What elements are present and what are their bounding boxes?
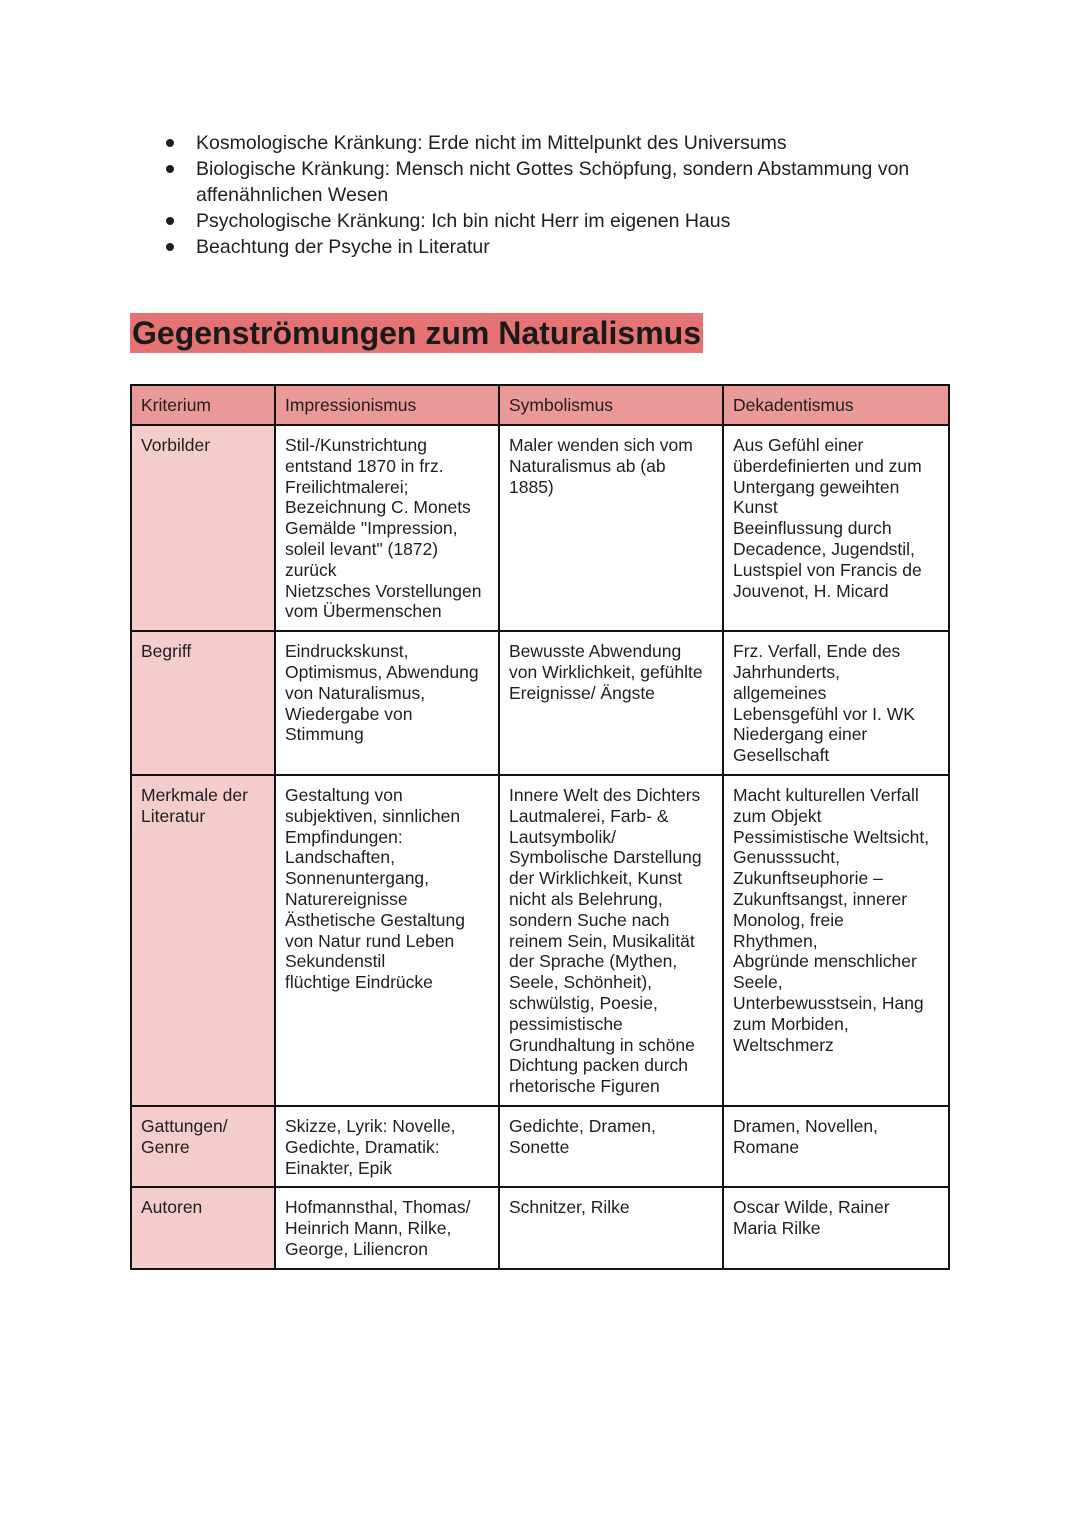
table-cell bbox=[499, 1187, 723, 1268]
table-cell bbox=[275, 1187, 499, 1268]
table-cell bbox=[723, 425, 949, 631]
row-label bbox=[131, 1187, 275, 1268]
bullet-item bbox=[160, 208, 960, 234]
cell-text: Eindruckskunst, Optimismus, Abwendung von Naturalismus, Wiedergabe von Stimmung bbox=[285, 641, 479, 745]
row-label-text: Vorbilder bbox=[141, 435, 211, 455]
section-heading-wrap bbox=[130, 313, 703, 353]
table-cell bbox=[275, 425, 499, 631]
bullet-dot-icon bbox=[166, 139, 174, 147]
header-dekadentismus: Dekadentismus bbox=[723, 385, 949, 425]
header-impressionismus: Impressionismus bbox=[275, 385, 499, 425]
bullet-dot-icon bbox=[166, 243, 174, 251]
cell-text: Macht kulturellen Verfall zum Objekt Pessimistische Weltsicht, Genusssucht, Zukunftseuphorie – Zukunftsangst, innerer Monolog, freie Rhythmen, Abgründe menschlicher Seele, Unterbewusstsein, Hang zum Morbiden, Weltschmerz bbox=[733, 784, 930, 1055]
table-cell bbox=[275, 631, 499, 775]
bullet-item bbox=[160, 130, 960, 156]
cell-text: Gedichte, Dramen, Sonette bbox=[509, 1115, 656, 1157]
cell-text: Frz. Verfall, Ende des Jahrhunderts, allgemeines Lebensgefühl vor I. WK Niedergang einer Gesellschaft bbox=[733, 641, 915, 766]
table-cell bbox=[499, 1106, 723, 1187]
cell-text: Aus Gefühl einer überdefinierten und zum Untergang geweihten Kunst Beeinflussung durch Decadence, Jugendstil, Lustspiel von Francis de Jouvenot, H. Micard bbox=[733, 435, 922, 601]
table-row bbox=[131, 425, 949, 631]
cell-text: Bewusste Abwendung von Wirklichkeit, gefühlte Ereignisse/ Ängste bbox=[509, 641, 703, 703]
cell-text: Oscar Wilde, Rainer Maria Rilke bbox=[733, 1197, 890, 1239]
cell-text: Gestaltung von subjektiven, sinnlichen Empfindungen: Landschaften, Sonnenuntergang, Naturereignisse Ästhetische Gestaltung von Natur rund Leben Sekundenstil flüchtige Eindrücke bbox=[285, 784, 465, 993]
table-cell bbox=[275, 1106, 499, 1187]
cell-text: Skizze, Lyrik: Novelle, Gedichte, Dramatik: Einakter, Epik bbox=[285, 1115, 456, 1178]
bullet-dot-icon bbox=[166, 165, 174, 173]
table-header-row bbox=[131, 385, 949, 425]
table-row bbox=[131, 1106, 949, 1187]
cell-text: Dramen, Novellen, Romane bbox=[733, 1115, 878, 1157]
cell-text: Hofmannsthal, Thomas/ Heinrich Mann, Rilke, George, Liliencron bbox=[285, 1197, 471, 1259]
row-label bbox=[131, 1106, 275, 1187]
section-heading: Gegenströmungen zum Naturalismus bbox=[132, 315, 701, 351]
table-cell bbox=[723, 1187, 949, 1268]
cell-text: Maler wenden sich vom Naturalismus ab (ab 1885) bbox=[509, 435, 693, 497]
bullet-item bbox=[160, 156, 960, 208]
header-criterion: Kriterium bbox=[131, 385, 275, 425]
bullet-text: Kosmologische Kränkung: Erde nicht im Mittelpunkt des Universums bbox=[196, 132, 787, 154]
table-cell bbox=[499, 775, 723, 1106]
bullet-text: Psychologische Kränkung: Ich bin nicht Herr im eigenen Haus bbox=[196, 210, 731, 232]
table-cell bbox=[499, 631, 723, 775]
cell-text: Innere Welt des Dichters Lautmalerei, Farb- & Lautsymbolik/ Symbolische Darstellung der Wirklichkeit, Kunst nicht als Belehrung, sondern Suche nach reinem Sein, Musikalität der Sprache (Mythen, Seele, Schönheit), schwülstig, Poesie, pessimistische Grundhaltung in schöne Dichtung packen durch rhetorische Figuren bbox=[509, 784, 702, 1097]
row-label-text: Gattungen/ Genre bbox=[141, 1115, 228, 1157]
table-cell bbox=[499, 425, 723, 631]
row-label-text: Autoren bbox=[141, 1197, 203, 1218]
bullet-list bbox=[160, 130, 960, 260]
table-row bbox=[131, 775, 949, 1106]
row-label-text: Merkmale der Literatur bbox=[141, 784, 248, 826]
header-symbolismus: Symbolismus bbox=[499, 385, 723, 425]
cell-text: Schnitzer, Rilke bbox=[509, 1197, 630, 1218]
row-label bbox=[131, 631, 275, 775]
bullet-text: Beachtung der Psyche in Literatur bbox=[196, 236, 490, 258]
cell-text: Stil-/Kunstrichtung entstand 1870 in frz. Freilichtmalerei; Bezeichnung C. Monets Gemälde "Impression, soleil levant" (1872) zurück Nietzsches Vorstellungen vom Übermenschen bbox=[285, 435, 482, 622]
table-cell bbox=[723, 1106, 949, 1187]
table-cell bbox=[723, 631, 949, 775]
table-cell bbox=[275, 775, 499, 1106]
table-cell bbox=[723, 775, 949, 1106]
bullet-dot-icon bbox=[166, 217, 174, 225]
row-label-text: Begriff bbox=[141, 641, 192, 662]
table-row bbox=[131, 1187, 949, 1268]
row-label bbox=[131, 425, 275, 631]
bullet-text: Biologische Kränkung: Mensch nicht Gottes Schöpfung, sondern Abstammung von affenähnlichen Wesen bbox=[196, 158, 910, 206]
table-row bbox=[131, 631, 949, 775]
row-label bbox=[131, 775, 275, 1106]
bullet-item bbox=[160, 234, 960, 260]
comparison-table bbox=[130, 384, 950, 1270]
